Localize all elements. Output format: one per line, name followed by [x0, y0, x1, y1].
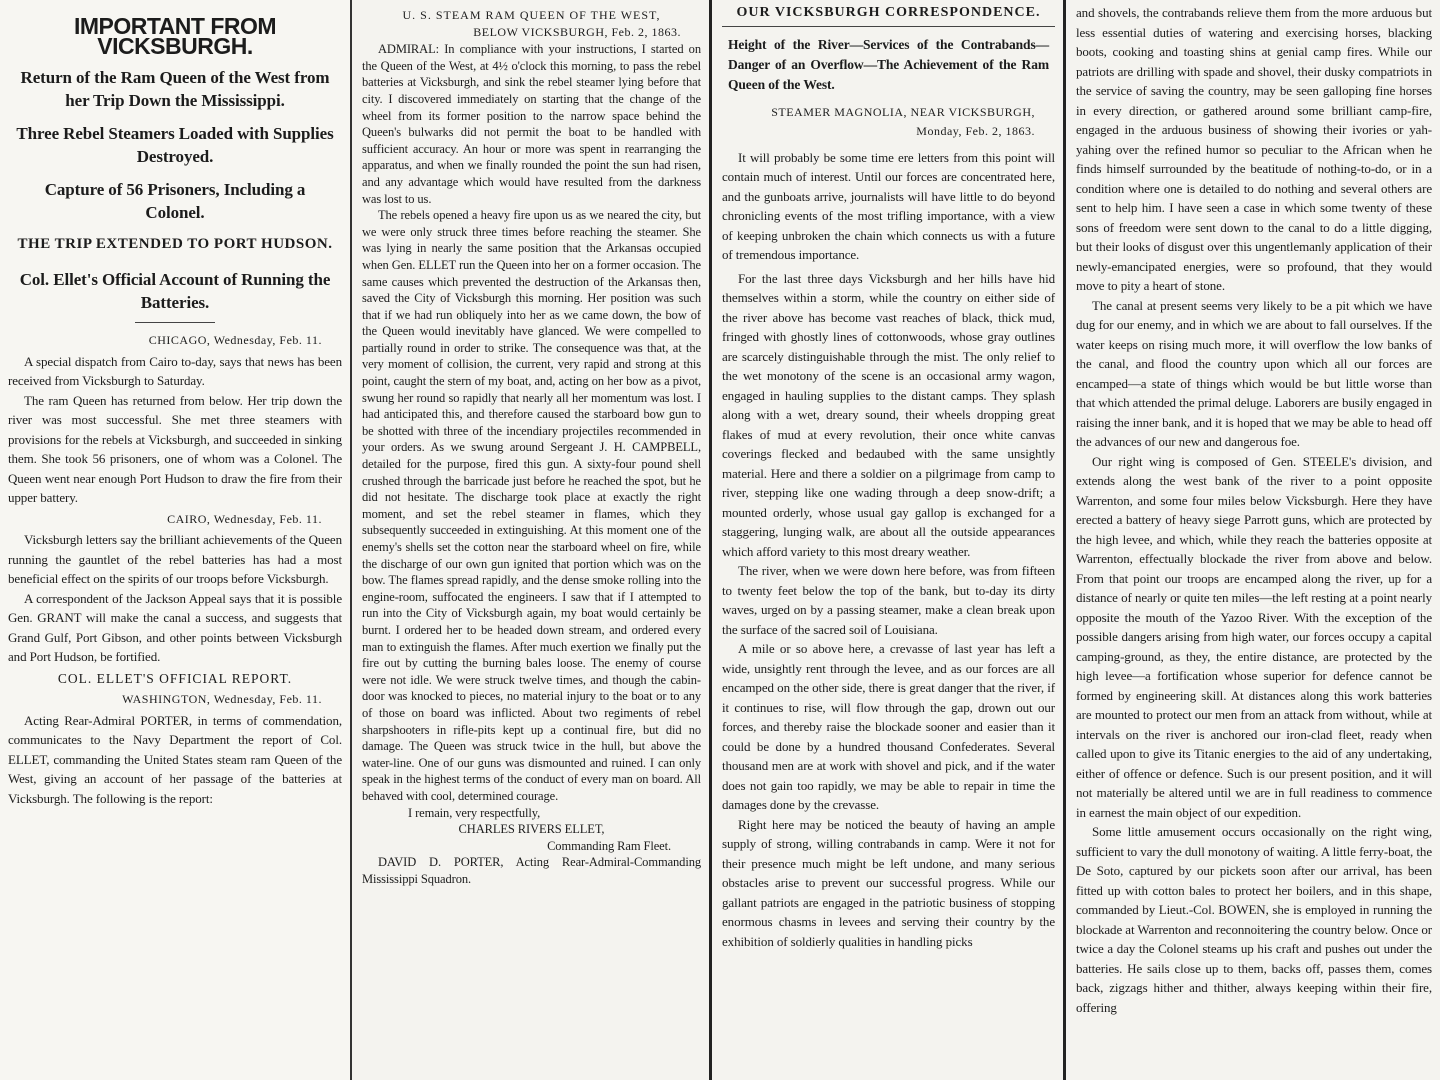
column-1	[0, 0, 352, 1080]
paragraph: The ram Queen has returned from below. Her trip down the river was most successful. She met three steamers with provisions for the rebels at Vicksburgh, and succeeded in sinking them. She took 56 prisoners, one of whom was a Colonel. The Queen went near enough Port Hudson to draw the fire from their upper battery.	[8, 392, 342, 505]
dateline: Monday, Feb. 2, 1863.	[916, 124, 1035, 138]
report-heading: U. S. STEAM RAM QUEEN OF THE WEST,	[402, 8, 661, 22]
paragraph: A special dispatch from Cairo to-day, says that news has been received from Vicksburgh to Saturday.	[8, 353, 342, 388]
column-2	[354, 0, 712, 1080]
subheadline: THE TRIP EXTENDED TO PORT HUDSON.	[17, 236, 333, 252]
paragraph: The river, when we were down here before, was from fifteen to twenty feet below the top of the bank, but to-day its dirty waves, urged on by a passing steamer, make a clean break upon the surface of the sacred soil of Louisiana.	[722, 563, 1055, 637]
subheadline: Capture of 56 Prisoners, Including a Colonel.	[44, 180, 306, 222]
column-3	[714, 0, 1066, 1080]
paragraph: The rebels opened a heavy fire upon us as we neared the city, but we were only struck three times before reaching the steamer. She was lying in nearly the same position that the Arkansas occupied when Gen. ELLET run the Queen into her on a former occasion. The same causes which prevented the destruction of the Arkansas then, saved the City of Vicksburgh this morning. Her position was such that if we had run obliquely into her as we came down, the bow of the Queen would inevitably have glanced. We were compelled to partially round in order to strike. The consequence was that, at the very moment of collision, the current, very rapid and strong at this point, caught the stern of my boat, and, acting on her bow as a pivot, swung her round so rapidly that nearly all her momentum was lost. I had anticipated this, and therefore caused the starboard bow gun to be shotted with three of the incendiary projectiles recommended in your orders. As we swung around Sergeant J. H. CAMPBELL, detailed for the purpose, fired this gun. A sixty-four pound shell crushed through the barricade just before he reached the spot, but he did not hesitate. The discharge took place at exactly the right moment, and set the rebel steamer in flames, which they subsequently succeeded in extinguishing. At this moment one of the enemy's shells set the cotton near the starboard wheel on fire, while the discharge of our own gun ignited that portion which was on the bow. The flames spread rapidly, and the dense smoke rolling into the engine-room, suffocated the engineers. I saw that if I attempted to run into the City of Vicksburgh again, my boat would certainly be burnt. I ordered her to be headed down stream, and ordered every man to extinguish the flames. After much exertion we finally put the fire out by cutting the burning bales loose. The enemy of course were not idle. We were struck twelve times, and though the cabin-door was knocked to pieces, no material injury to the boat or to any of those on board was inflicted. About two regiments of rebel sharpshooters in rifle-pits kept up a continual fire, but did no damage. The Queen was struck twice in the hull, but above the water-line. One of our guns was dismounted and ruined. I can only speak in the highest terms of the conduct of every man on board. All behaved with cool, determined courage.	[362, 208, 701, 803]
headline: IMPORTANT FROM VICKSBURGH.	[73, 13, 277, 59]
subheadline: Height of the River—Services of the Contrabands—Danger of an Overflow—The Achievement of the Ram Queen of the West.	[728, 36, 1049, 92]
subheadline: Col. Ellet's Official Account of Running the Batteries.	[19, 270, 331, 312]
paragraph: A correspondent of the Jackson Appeal says that it is possible Gen. GRANT will make the canal a success, and suggests that Grand Gulf, Port Gibson, and other points between Vicksburgh and Port Hudson, be fortified.	[8, 590, 342, 664]
dateline: CAIRO, Wednesday, Feb. 11.	[167, 511, 322, 526]
paragraph: The canal at present seems very likely to be a pit which we have dug for our enemy, and in which we are about to fall ourselves. If the water keeps on rising much more, it will overflow the low banks of the canal, and flood the country upon which all our forces are encamped—a state of things which would be but little worse than that which attended the primal deluge. Laborers are busily engaged in raising the inner bank, and it is hoped that we may be able to head off the advances of our new and dangerous foe.	[1076, 297, 1432, 449]
subheadline: Three Rebel Steamers Loaded with Supplies Destroyed.	[16, 124, 334, 166]
paragraph: Acting Rear-Admiral PORTER, in terms of commendation, communicates to the Navy Department the report of Col. ELLET, commanding the United States steam ram Queen of the West, giving an account of her passage of the batteries at Vicksburgh. The following is the report:	[8, 712, 342, 806]
divider	[135, 322, 215, 323]
subheadline: Return of the Ram Queen of the West from her Trip Down the Mississippi.	[20, 68, 330, 110]
dateline: WASHINGTON, Wednesday, Feb. 11.	[122, 692, 322, 706]
paragraph: Vicksburgh letters say the brilliant achievements of the Queen running the gauntlet of the rebel batteries has had a most beneficial effect on the spirits of our troops before Vicksburgh.	[8, 532, 342, 586]
section-heading: OUR VICKSBURGH CORRESPONDENCE.	[722, 3, 1055, 27]
paragraph: A mile or so above here, a crevasse of last year has left a wide, unsightly rent through the levee, and as our forces are all encamped on the other side, there is great danger that the river, if it continues to rise, will flow through the gap, drown out our forces, and thereby raise the blockade sooner and easier than it could be done by a hundred thousand Confederates. Several thousand men are at work with shovel and pick, and if the water does not gain too rapidly, we may be able to repair in time the damages done by the crevasse.	[722, 641, 1055, 812]
closing: I remain, very respectfully,	[408, 805, 541, 820]
paragraph: For the last three days Vicksburgh and her hills have hid themselves within a storm, while the country on either side of the river above has become vast reaches of black, thick mud, fringed with ghostly lines of cottonwoods, whose gray outlines are scarcely distinguishable through the mist. The only relief to the wet monotony of the scene is an occasional army wagon, engaged in hauling supplies to the distant camps. They splash along with a wet, dreary sound, their wheels dropping great flakes of mud at every revolution, their once white canvas coverings flecked and bedaubed with the same unsightly material. Here and there a soldier on a pilgrimage from camp to river, stepping like one wading through a deep snow-drift; a mounted orderly, whose usual gay gallop is exchanged for a staggering, lunging walk, are about all the outside appearances which afford variety to this most dreary weather.	[722, 270, 1055, 559]
paragraph: and shovels, the contrabands relieve them from the more arduous but less essential duties of watering and exercising horses, blacking boots, cooking and toasting shins at genial camp fires. While our patriots are drilling with spade and shovel, their dusky compatriots in the service of saving the country, may be seen galloping fine horses in every direction, or gathered around some brilliant camp-fire, engaged in the arduous business of showing their ivories or yah-yahing over the refined humor so peculiar to the African when he finds himself surrounded by the beatitude of nothing-to-do, or in a condition where one is detailed to do nothing and several others are sent to help him. I have seen a case in which some twenty of these sons of freedom were sent down to the canal to do a little digging, but their looks of disgust over this ungentlemanly application of their newly-emancipated energies, were so profound, that they would move to pity a heart of stone.	[1076, 5, 1432, 293]
paragraph: Right here may be noticed the beauty of having an ample supply of strong, willing contrabands in camp. Were it not for their presence much might be left undone, and many serious obstacles arise to prevent our successful progress. While our gallant patriots are engaged in the patriotic business of stopping enormous chasms in levees and serving their country by the exhibition of soldierly qualities in handling picks	[722, 816, 1055, 949]
signature-title: Commanding Ram Fleet.	[547, 838, 671, 853]
dateline: CHICAGO, Wednesday, Feb. 11.	[148, 333, 322, 347]
column-4	[1068, 0, 1440, 1080]
dateline: STEAMER MAGNOLIA, NEAR VICKSBURGH,	[771, 104, 1035, 119]
paragraph: ADMIRAL: In compliance with your instructions, I started on the Queen of the West, at 4½ o'clock this morning, to pass the rebel batteries at Vicksburgh, and sink the rebel steamer lying before that city. I discovered immediately on starting that the change of the wheel from its former position to the narrow space behind the Queen's bulwarks did not permit the boat to be handled with sufficient accuracy. An hour or more was spent in rearranging the apparatus, and when we finally rounded the point the sun had risen, and any advantage which would have resulted from the darkness was lost to us.	[362, 42, 701, 206]
dateline: BELOW VICKSBURGH, Feb. 2, 1863.	[473, 24, 681, 39]
section-heading: COL. ELLET'S OFFICIAL REPORT.	[57, 670, 293, 686]
paragraph: Our right wing is composed of Gen. STEELE's division, and extends along the west bank of the river to a point opposite Warrenton, and some four miles below Vicksburgh. Here they have erected a battery of heavy siege Parrott guns, which are protected by the high levee, and which, while they reach the batteries opposite at Warrenton, effectually blockade the river from above and below. From that point our troops are encamped along the river, up for a distance of nearly or quite ten miles—the left resting at a point nearly opposite the mouth of the Yazoo River. With the exception of the possible dangers arising from high water, our forces occupy a capital camping-ground, as they, the entire distance, are protected by the high levee—a fortification whose superior for defence cannot be formed by engineering skill. At distances along this work batteries are mounted to protect our men from an attack from without, while at intervals on the river is anchored our iron-clad fleet, ready when called upon to give its Titanic energies to the aid of any undertaking, either of offence or defence. Such is our present position, and it will not materially be altered until we are in full readiness to commence in earnest the main object of our expedition.	[1076, 453, 1432, 820]
signature: CHARLES RIVERS ELLET,	[458, 822, 605, 837]
paragraph: Some little amusement occurs occasionally on the right wing, sufficient to vary the dull monotony of waiting. A little ferry-boat, the De Soto, captured by our pickets soon after our arrival, has been fitted up with cotton bales to protect her boilers, and in this shape, commanded by Lieut.-Col. BOWEN, she is employed in running the blockade at Warrenton and reconnoitering the country below. Once or twice a day the Colonel steams up his craft and pushes out under the batteries. He sails close up to them, backs off, passes them, comes back, zigzags hither and thither, always keeping within their fire, offering	[1076, 824, 1432, 1015]
paragraph: It will probably be some time ere letters from this point will contain much of interest. Until our forces are concentrated here, and the gunboats arrive, journalists will have little to do beyond chronicling events of the most trifling importance, with a view of keeping unbroken the chain which connects us with a future of tremendous importance.	[722, 149, 1055, 262]
endorsement: DAVID D. PORTER, Acting Rear-Admiral-Commanding Mississippi Squadron.	[362, 855, 701, 886]
